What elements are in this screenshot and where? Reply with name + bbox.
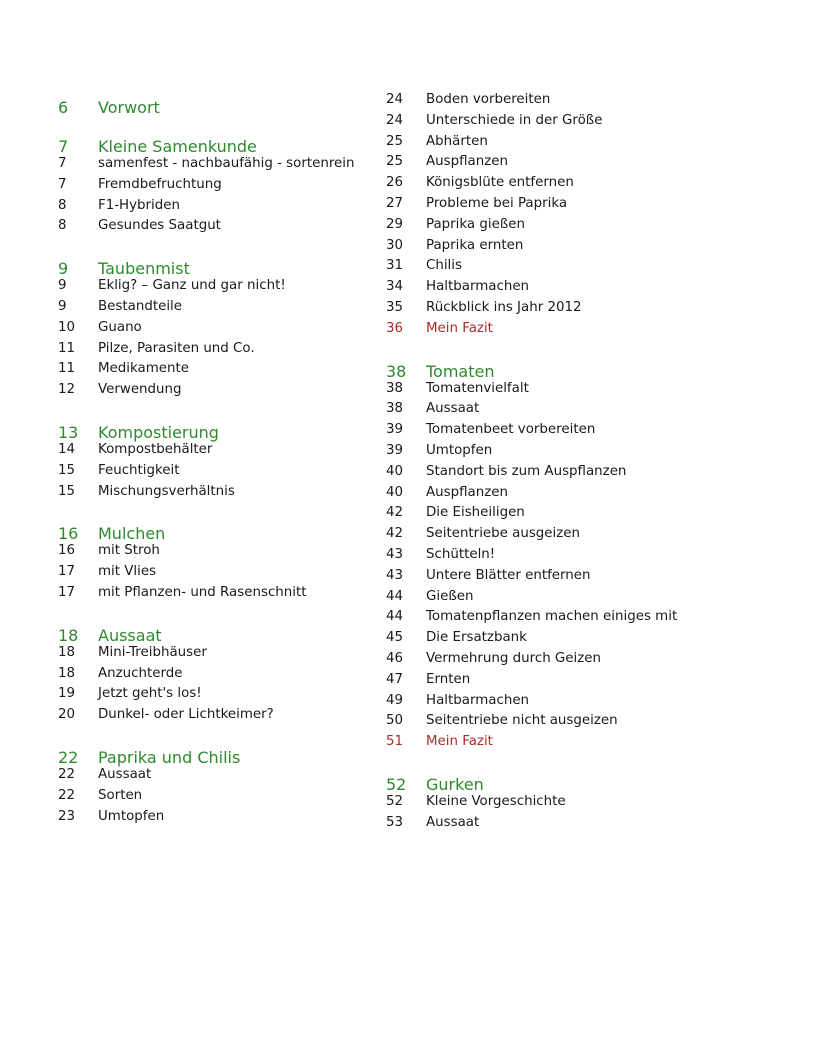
toc-entry[interactable] [386, 238, 766, 259]
toc-entry[interactable] [386, 713, 766, 734]
toc-entry[interactable] [386, 154, 766, 175]
toc-page-number: 47 [386, 671, 404, 687]
toc-entry[interactable] [386, 815, 766, 836]
toc-entry-title: Ernten [426, 671, 471, 687]
toc-chapter-heading[interactable] [58, 253, 438, 278]
toc-entry-title: Auspflanzen [426, 154, 509, 170]
toc-page-number: 23 [58, 808, 76, 824]
toc-page-number: 19 [58, 686, 76, 702]
toc-entry[interactable] [58, 767, 438, 788]
toc-entry-title: Aussaat [426, 814, 480, 830]
toc-entry-title: Kleine Vorgeschichte [426, 793, 566, 809]
toc-page-number: 9 [58, 298, 67, 314]
toc-entry-title: Aussaat [426, 401, 480, 417]
toc-entry-title: Königsblüte entfernen [426, 175, 574, 191]
toc-page-number: 25 [386, 133, 404, 149]
toc-page-number: 34 [386, 279, 404, 295]
toc-page-number: 50 [386, 713, 404, 729]
toc-entry-title: Taubenmist [98, 259, 190, 279]
toc-page-number: 36 [386, 320, 404, 336]
toc-page-number: 18 [58, 665, 76, 681]
toc-page-number: 38 [386, 380, 404, 396]
toc-page-number: 22 [58, 787, 76, 803]
toc-entry-title: Haltbarmachen [426, 279, 530, 295]
toc-entry-title: Dunkel- oder Lichtkeimer? [98, 707, 274, 723]
toc-entry-title: Medikamente [98, 361, 189, 377]
toc-entry-title: Rückblick ins Jahr 2012 [426, 299, 582, 315]
toc-page-number: 39 [386, 442, 404, 458]
toc-entry-title: mit Pflanzen- und Rasenschnitt [98, 584, 307, 600]
toc-entry-title: Die Eisheiligen [426, 505, 525, 521]
toc-page-number: 11 [58, 361, 76, 377]
toc-page-number: 14 [58, 441, 76, 457]
toc-page-number: 15 [58, 483, 76, 499]
toc-entry[interactable] [386, 401, 766, 422]
toc-page-number: 29 [386, 216, 404, 232]
toc-entry-title: Guano [98, 319, 142, 335]
toc-entry[interactable] [386, 651, 766, 672]
toc-entry-title: Vermehrung durch Geizen [426, 650, 602, 666]
toc-entry-title: Probleme bei Paprika [426, 195, 568, 211]
toc-entry[interactable] [386, 485, 766, 506]
toc-entry-title: Tomaten [426, 361, 495, 381]
toc-entry[interactable] [58, 585, 438, 606]
toc-entry-title: Tomatenbeet vorbereiten [426, 422, 596, 438]
toc-page-number: 52 [386, 793, 404, 809]
toc-entry[interactable] [58, 463, 438, 484]
toc-entry[interactable] [386, 196, 766, 217]
toc-page-number: 15 [58, 462, 76, 478]
toc-entry-title: F1-Hybriden [98, 197, 180, 213]
toc-entry[interactable] [386, 794, 766, 815]
toc-entry[interactable] [386, 505, 766, 526]
toc-page-number: 45 [386, 630, 404, 646]
toc-entry-title: Vorwort [98, 98, 160, 117]
toc-entry[interactable] [386, 464, 766, 485]
toc-page-number: 9 [58, 259, 69, 279]
toc-entry[interactable] [58, 177, 438, 198]
toc-entry[interactable] [386, 589, 766, 610]
toc-entry-title: Gießen [426, 588, 474, 604]
toc-entry[interactable] [58, 666, 438, 687]
toc-entry[interactable] [58, 382, 438, 403]
toc-entry[interactable] [386, 734, 766, 755]
toc-page-number: 18 [58, 625, 79, 645]
toc-page-number: 53 [386, 814, 404, 830]
toc-page-number: 46 [386, 650, 404, 666]
toc-entry[interactable] [386, 217, 766, 238]
toc-entry[interactable] [58, 484, 438, 505]
toc-entry[interactable] [58, 341, 438, 362]
toc-entry[interactable] [386, 279, 766, 300]
toc-page-number: 13 [58, 422, 79, 442]
toc-page-number: 26 [386, 175, 404, 191]
toc-page-number: 22 [58, 747, 79, 767]
toc-entry-title: Eklig? – Ganz und gar nicht! [98, 278, 286, 294]
toc-page-number: 17 [58, 584, 76, 600]
toc-entry[interactable] [58, 320, 438, 341]
toc-entry-title: Bestandteile [98, 298, 183, 314]
toc-entry-title: Aussaat [98, 625, 162, 645]
toc-entry[interactable] [58, 156, 438, 177]
toc-entry[interactable] [386, 175, 766, 196]
toc-entry-title: Gesundes Saatgut [98, 218, 221, 234]
toc-page-number: 9 [58, 278, 67, 294]
toc-page-number: 6 [58, 98, 69, 117]
toc-entry-title: Mulchen [98, 524, 166, 544]
toc-page-number: 12 [58, 382, 76, 398]
toc-page-number: 42 [386, 526, 404, 542]
toc-entry-title: Unterschiede in der Größe [426, 112, 603, 128]
toc-entry-title: Tomatenvielfalt [426, 380, 529, 396]
toc-entry[interactable] [386, 113, 766, 134]
toc-page-number: 8 [58, 218, 67, 234]
toc-entry-title: Die Ersatzbank [426, 630, 527, 646]
toc-page-number: 16 [58, 524, 79, 544]
toc-entry-title: Sorten [98, 787, 143, 803]
toc-page-number: 11 [58, 340, 76, 356]
toc-page-number: 49 [386, 692, 404, 708]
toc-page-number: 24 [386, 92, 404, 107]
toc-page-number: 38 [386, 361, 407, 381]
toc-entry[interactable] [386, 92, 766, 113]
toc-entry[interactable] [58, 195, 438, 219]
toc-entry[interactable] [386, 422, 766, 443]
toc-page-number: 20 [58, 707, 76, 723]
toc-entry-title: Auspflanzen [426, 484, 509, 500]
toc-entry-title: mit Stroh [98, 543, 160, 559]
toc-entry[interactable] [58, 686, 438, 707]
toc-entry[interactable] [386, 672, 766, 693]
toc-page-number: 43 [386, 546, 404, 562]
toc-entry-title: Haltbarmachen [426, 692, 530, 708]
toc-page-number: 44 [386, 609, 404, 625]
toc-entry-title: samenfest - nachbaufähig - sortenrein [98, 156, 355, 171]
toc-entry-title: Umtopfen [426, 442, 493, 458]
toc-entry[interactable] [386, 300, 766, 321]
toc-entry-title: Untere Blätter entfernen [426, 567, 591, 583]
toc-chapter-heading[interactable] [58, 518, 438, 543]
toc-page-number: 10 [58, 319, 76, 335]
toc-entry[interactable] [386, 321, 766, 342]
toc-entry[interactable] [58, 278, 438, 299]
toc-chapter-heading[interactable] [58, 92, 438, 117]
toc-page-number: 52 [386, 774, 407, 794]
toc-entry-title: Gurken [426, 774, 484, 794]
toc-page-number: 44 [386, 588, 404, 604]
toc-entry[interactable] [386, 630, 766, 651]
toc-page-number: 51 [386, 734, 404, 750]
toc-entry[interactable] [58, 809, 438, 830]
toc-chapter-heading[interactable] [58, 131, 438, 156]
toc-entry[interactable] [386, 526, 766, 547]
toc-entry-title: Kompostbehälter [98, 441, 213, 457]
toc-entry[interactable] [58, 361, 438, 382]
toc-entry[interactable] [386, 443, 766, 464]
toc-entry-title: Mein Fazit [426, 734, 493, 750]
toc-page-number: 7 [58, 137, 69, 156]
toc-page-number: 7 [58, 176, 67, 192]
toc-entry[interactable] [386, 568, 766, 589]
toc-page-number: 38 [386, 401, 404, 417]
toc-right-column [386, 92, 766, 836]
toc-page-number: 31 [386, 258, 404, 274]
toc-entry-title: Mini-Treibhäuser [98, 644, 207, 660]
toc-entry-title: Chilis [426, 258, 462, 274]
toc-page-number: 43 [386, 567, 404, 583]
toc-chapter-heading[interactable] [58, 742, 438, 767]
toc-entry[interactable] [58, 564, 438, 585]
toc-page-number: 27 [386, 195, 404, 211]
toc-entry[interactable] [58, 645, 438, 666]
toc-entry-title: Pilze, Parasiten und Co. [98, 340, 255, 356]
toc-entry-title: Kompostierung [98, 422, 219, 442]
toc-entry-title: Jetzt geht's los! [98, 686, 202, 702]
toc-page-number: 24 [386, 112, 404, 128]
toc-entry[interactable] [386, 134, 766, 155]
toc-entry-title: Mischungsverhältnis [98, 483, 235, 499]
toc-entry-title: Standort bis zum Auspflanzen [426, 463, 627, 479]
toc-entry-title: Seitentriebe ausgeizen [426, 526, 581, 542]
toc-entry-title: Tomatenpflanzen machen einiges mit [426, 609, 678, 625]
toc-entry-title: Aussaat [98, 766, 152, 782]
toc-page-number: 18 [58, 644, 76, 660]
toc-entry[interactable] [386, 258, 766, 279]
toc-chapter-heading[interactable] [386, 356, 766, 381]
toc-entry-title: Feuchtigkeit [98, 462, 180, 478]
toc-page-number: 7 [58, 156, 67, 171]
toc-entry[interactable] [58, 218, 438, 239]
toc-page-number: 39 [386, 422, 404, 438]
toc-entry-title: Umtopfen [98, 808, 165, 824]
toc-entry[interactable] [386, 693, 766, 714]
toc-entry-title: Fremdbefruchtung [98, 176, 222, 192]
toc-page-number: 40 [386, 484, 404, 500]
toc-entry-title: mit Vlies [98, 564, 157, 580]
toc-chapter-heading[interactable] [386, 769, 766, 794]
toc-entry-title: Seitentriebe nicht ausgeizen [426, 713, 618, 729]
toc-page-number: 42 [386, 505, 404, 521]
toc-entry[interactable] [386, 381, 766, 402]
toc-page-number: 35 [386, 299, 404, 315]
toc-page-number: 22 [58, 766, 76, 782]
toc-page-number: 8 [58, 197, 67, 213]
toc-page-number: 17 [58, 564, 76, 580]
toc-entry[interactable] [58, 543, 438, 564]
toc-entry-title: Paprika gießen [426, 216, 526, 232]
toc-entry-title: Boden vorbereiten [426, 92, 551, 107]
toc-entry[interactable] [386, 609, 766, 630]
toc-page-number: 40 [386, 463, 404, 479]
toc-left-column [58, 92, 438, 829]
toc-entry-title: Abhärten [426, 133, 488, 149]
toc-entry-title: Paprika und Chilis [98, 747, 241, 767]
toc-chapter-heading[interactable] [58, 417, 438, 442]
toc-page-number: 25 [386, 154, 404, 170]
toc-page-number: 30 [386, 237, 404, 253]
toc-entry-title: Paprika ernten [426, 237, 524, 253]
toc-chapter-heading[interactable] [58, 620, 438, 645]
toc-page-number: 16 [58, 543, 76, 559]
toc-entry[interactable] [58, 442, 438, 463]
toc-entry[interactable] [58, 707, 438, 728]
toc-entry-title: Schütteln! [426, 546, 496, 562]
toc-entry-title: Verwendung [98, 382, 182, 398]
toc-entry[interactable] [58, 299, 438, 320]
toc-entry-title: Kleine Samenkunde [98, 137, 257, 156]
toc-entry-title: Anzuchterde [98, 665, 183, 681]
toc-entry[interactable] [386, 547, 766, 568]
toc-entry[interactable] [58, 788, 438, 809]
toc-entry-title: Mein Fazit [426, 320, 493, 336]
